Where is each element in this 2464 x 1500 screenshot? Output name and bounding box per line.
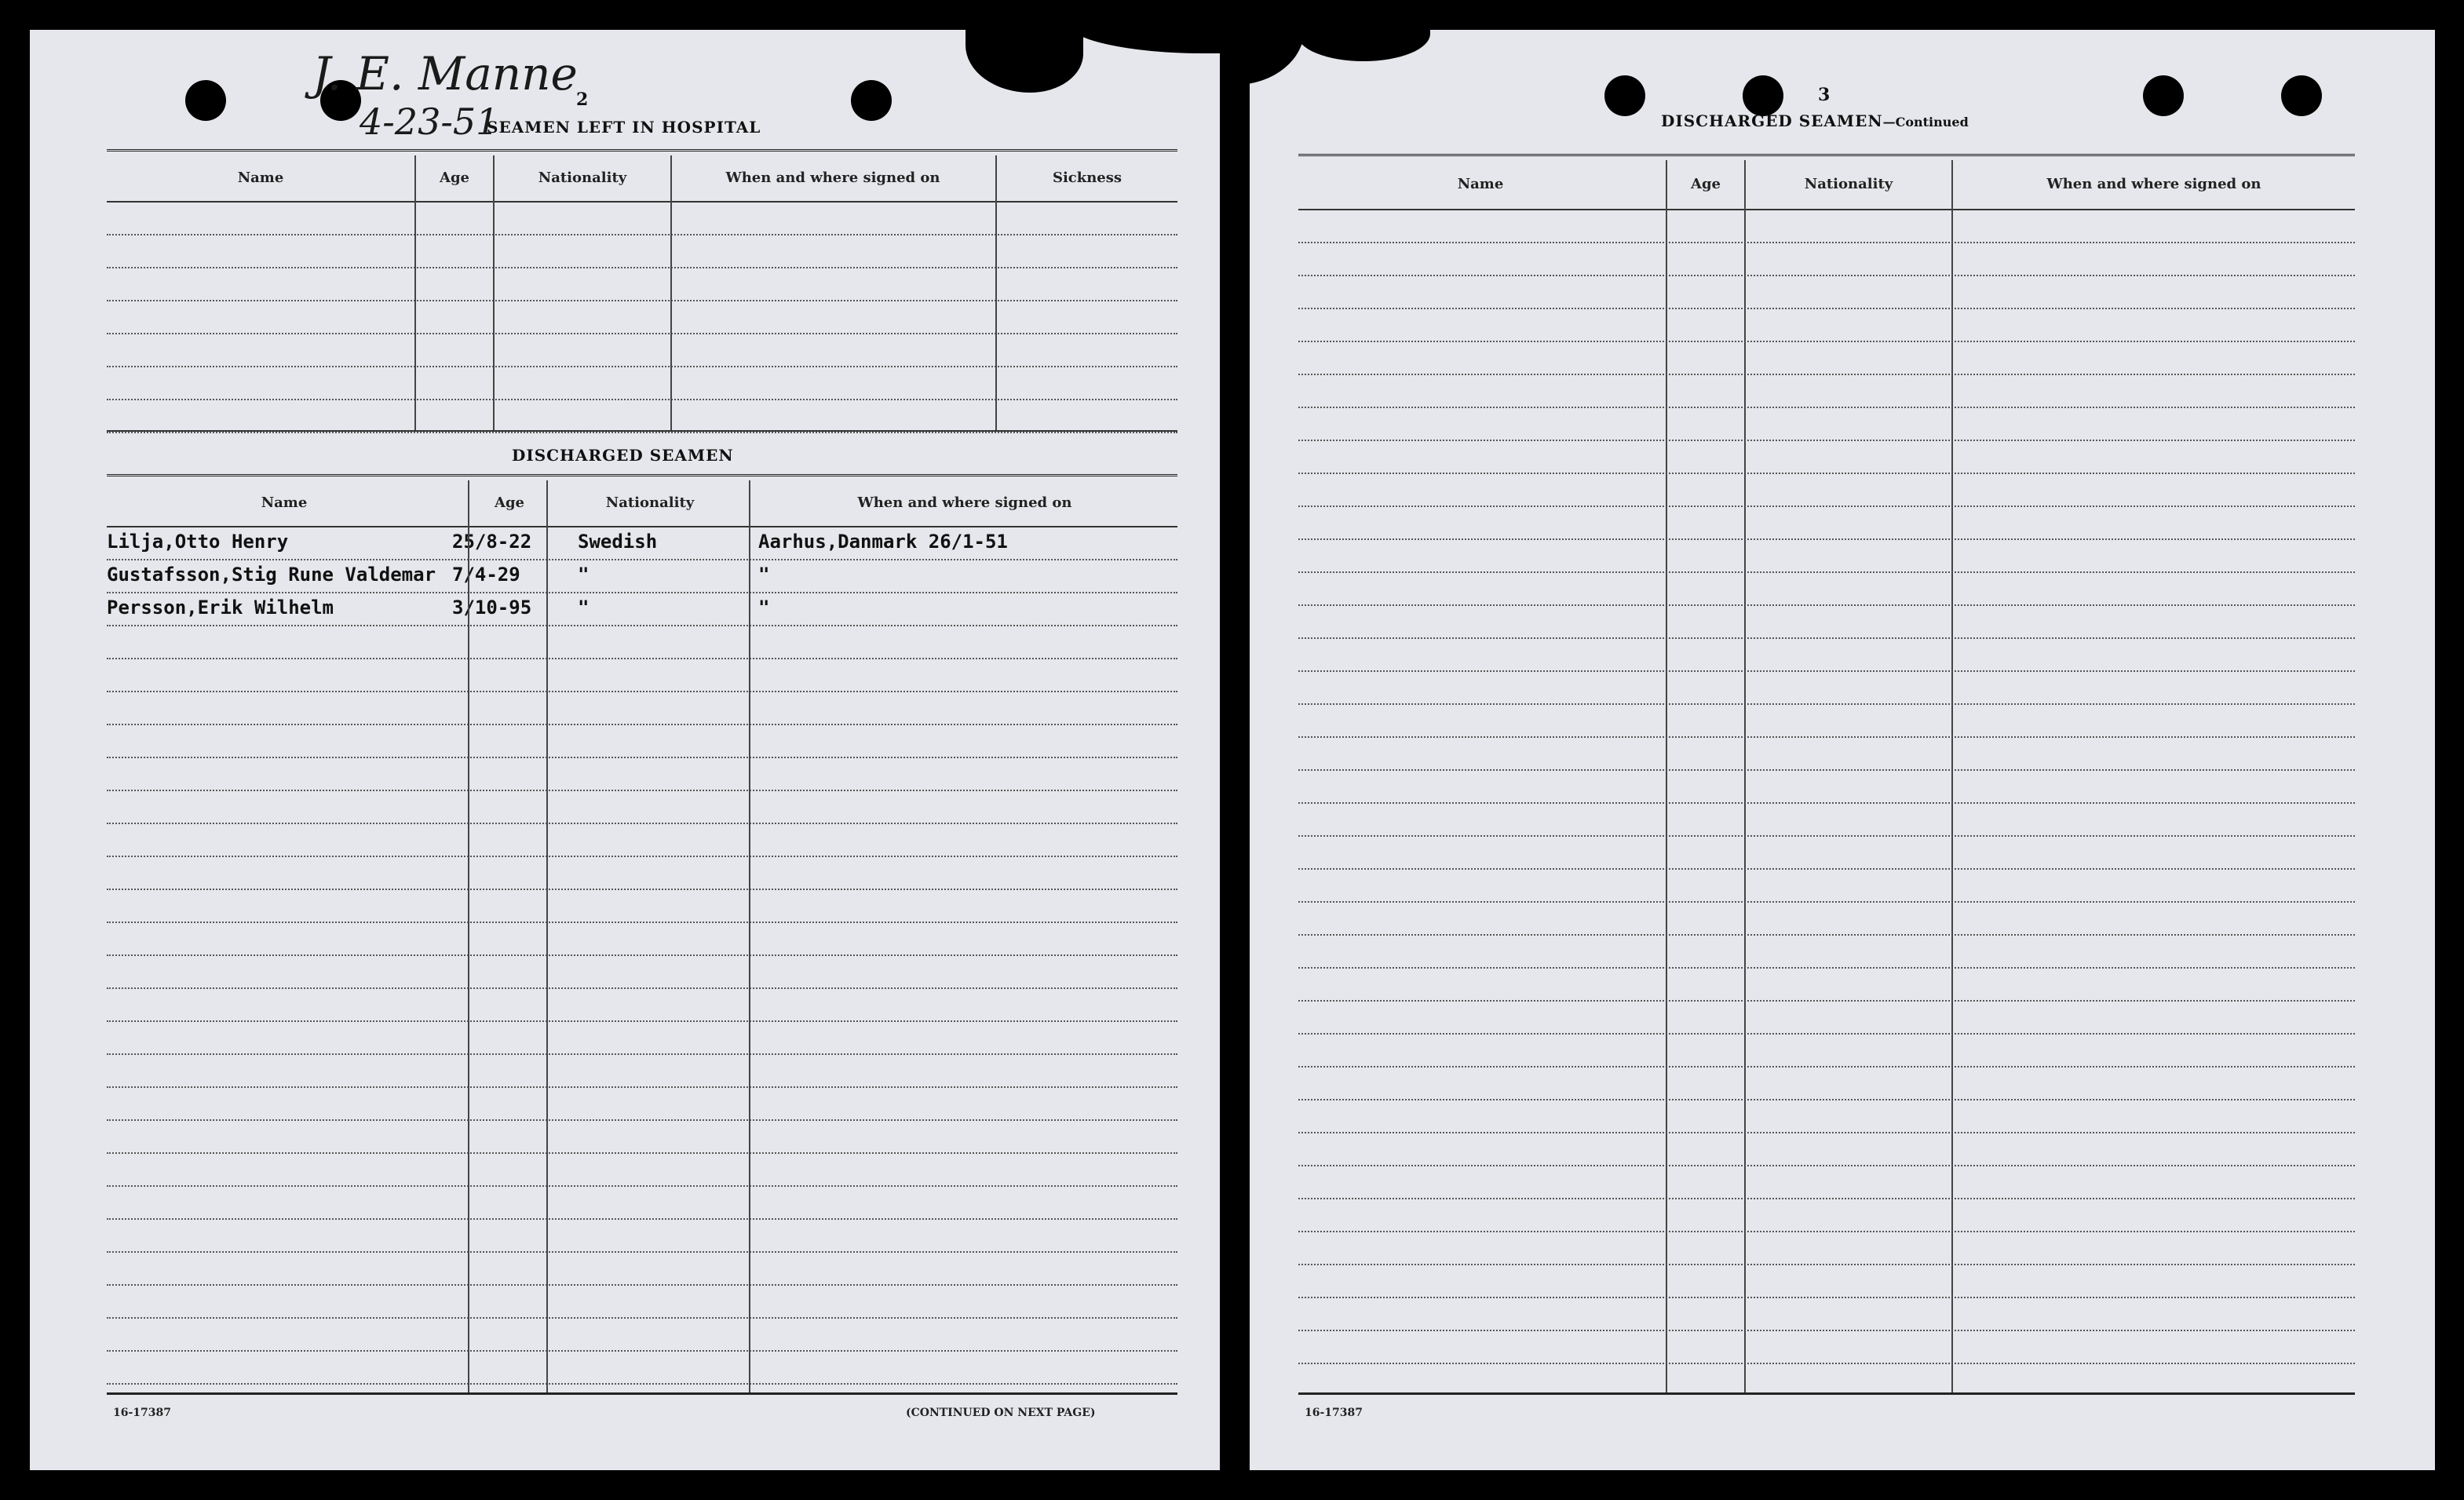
handwritten-signature: J. E. Manne xyxy=(312,47,578,100)
punch-hole xyxy=(185,80,226,121)
table-row xyxy=(1298,1002,2355,1035)
hospital-col-divider xyxy=(414,155,416,430)
table-row xyxy=(1298,1068,2355,1100)
hospital-table-rows xyxy=(107,203,1177,433)
hospital-col-age: Age xyxy=(439,170,469,186)
punch-hole xyxy=(2143,75,2184,116)
cell-nationality: " xyxy=(578,564,590,586)
table-row xyxy=(1298,1232,2355,1265)
cell-signed-on: Aarhus,Danmark 26/1-51 xyxy=(758,531,1008,553)
table-row xyxy=(1298,408,2355,441)
table-row xyxy=(107,527,1177,560)
cell-name: Persson,Erik Wilhelm xyxy=(107,597,334,619)
table-row xyxy=(1298,573,2355,606)
table-row xyxy=(1298,837,2355,870)
table-row xyxy=(107,560,1177,593)
table-row xyxy=(1298,672,2355,705)
hospital-section-title: SEAMEN LEFT IN HOSPITAL xyxy=(487,118,761,137)
right-table-top-rule xyxy=(1298,154,2355,158)
cell-signed-on: " xyxy=(758,564,770,586)
hospital-col-divider xyxy=(493,155,495,430)
table-row xyxy=(1298,606,2355,639)
table-row xyxy=(1298,474,2355,507)
table-row xyxy=(1298,936,2355,969)
table-row xyxy=(1298,1199,2355,1232)
table-row xyxy=(107,890,1177,923)
right-col-nationality: Nationality xyxy=(1804,176,1893,192)
torn-edge xyxy=(966,30,1083,93)
hospital-col-sickness: Sickness xyxy=(1052,170,1122,186)
table-row xyxy=(107,367,1177,400)
table-row xyxy=(107,626,1177,659)
right-table-bottom-rule xyxy=(1298,1392,2355,1395)
cell-age: 7/4-29 xyxy=(452,564,520,586)
table-row xyxy=(1298,276,2355,309)
table-row xyxy=(107,1187,1177,1220)
table-row xyxy=(107,1154,1177,1187)
punch-hole xyxy=(851,80,892,121)
table-row xyxy=(107,725,1177,758)
table-row xyxy=(107,692,1177,725)
table-row xyxy=(107,1253,1177,1286)
table-row xyxy=(107,203,1177,235)
hospital-table-top-rule xyxy=(107,149,1177,153)
punch-hole xyxy=(1743,75,1783,116)
right-col-divider xyxy=(1666,160,1667,1392)
hospital-col-divider xyxy=(670,155,672,430)
torn-edge xyxy=(1066,30,1220,53)
table-row xyxy=(1298,507,2355,540)
form-number: 16-17387 xyxy=(1305,1407,1363,1419)
cell-nationality: Swedish xyxy=(578,531,658,553)
table-row xyxy=(107,1352,1177,1385)
table-row xyxy=(1298,1265,2355,1298)
table-row xyxy=(107,659,1177,692)
cell-name: Lilja,Otto Henry xyxy=(107,531,289,553)
right-col-name: Name xyxy=(1457,176,1504,192)
discharged-continued-title-main: DISCHARGED SEAMEN xyxy=(1661,111,1883,130)
discharged-col-name: Name xyxy=(261,495,308,511)
table-row xyxy=(107,857,1177,890)
table-row xyxy=(107,334,1177,367)
table-row xyxy=(107,758,1177,791)
table-row xyxy=(107,1286,1177,1319)
discharged-continued-title xyxy=(1661,111,1969,130)
table-row xyxy=(1298,804,2355,837)
table-row xyxy=(107,400,1177,433)
handwritten-date: 4-23-51 xyxy=(360,100,499,143)
table-row xyxy=(1298,540,2355,573)
right-page xyxy=(1250,30,2435,1470)
discharged-table-top-rule xyxy=(107,474,1177,478)
table-row xyxy=(1298,870,2355,903)
form-number: 16-17387 xyxy=(113,1407,171,1419)
table-row xyxy=(107,268,1177,301)
table-row xyxy=(107,593,1177,626)
cell-age: 3/10-95 xyxy=(452,597,532,619)
discharged-section-title: DISCHARGED SEAMEN xyxy=(512,446,734,465)
hospital-col-divider xyxy=(995,155,997,430)
right-col-divider xyxy=(1744,160,1746,1392)
right-table-rows xyxy=(1298,210,2355,1364)
table-row xyxy=(1298,1100,2355,1133)
torn-edge xyxy=(1250,30,1305,85)
page-number: 3 xyxy=(1818,85,1831,105)
table-row xyxy=(1298,1133,2355,1166)
table-row xyxy=(1298,1166,2355,1199)
punch-hole xyxy=(1604,75,1645,116)
hospital-col-name: Name xyxy=(237,170,284,186)
table-row xyxy=(107,1319,1177,1352)
torn-edge xyxy=(1297,30,1430,61)
table-row xyxy=(1298,705,2355,738)
discharged-col-divider xyxy=(468,480,469,1392)
page-number: 2 xyxy=(576,89,589,110)
left-page xyxy=(30,30,1220,1470)
table-row xyxy=(1298,969,2355,1002)
table-row xyxy=(1298,771,2355,804)
table-row xyxy=(107,1220,1177,1253)
cell-nationality: " xyxy=(578,597,590,619)
table-row xyxy=(107,989,1177,1022)
table-row xyxy=(107,824,1177,857)
continued-note: (CONTINUED ON NEXT PAGE) xyxy=(906,1407,1096,1419)
table-row xyxy=(1298,243,2355,276)
table-row xyxy=(107,301,1177,334)
cell-name: Gustafsson,Stig Rune Valdemar xyxy=(107,564,436,586)
table-row xyxy=(107,1055,1177,1088)
hospital-table-bottom-rule xyxy=(107,430,1177,432)
discharged-col-nationality: Nationality xyxy=(605,495,695,511)
table-row xyxy=(1298,441,2355,474)
table-row xyxy=(1298,903,2355,936)
discharged-col-signed-on: When and where signed on xyxy=(857,495,1072,511)
hospital-col-nationality: Nationality xyxy=(538,170,627,186)
right-col-divider xyxy=(1951,160,1953,1392)
table-row xyxy=(1298,1298,2355,1331)
punch-hole xyxy=(2281,75,2322,116)
table-row xyxy=(1298,1035,2355,1068)
right-col-signed-on: When and where signed on xyxy=(2046,176,2261,192)
table-row xyxy=(1298,375,2355,408)
discharged-col-divider xyxy=(546,480,548,1392)
cell-signed-on: " xyxy=(758,597,770,619)
table-row xyxy=(107,923,1177,956)
continued-suffix: —Continued xyxy=(1882,115,1969,130)
hospital-col-signed-on: When and where signed on xyxy=(725,170,940,186)
discharged-table-bottom-rule xyxy=(107,1392,1177,1395)
table-row xyxy=(1298,342,2355,375)
right-col-age: Age xyxy=(1690,176,1721,192)
table-row xyxy=(107,956,1177,989)
discharged-col-age: Age xyxy=(494,495,524,511)
discharged-col-divider xyxy=(749,480,750,1392)
table-row xyxy=(107,1088,1177,1121)
table-row xyxy=(107,1022,1177,1055)
table-row xyxy=(1298,1331,2355,1364)
table-row xyxy=(1298,639,2355,672)
table-row xyxy=(107,791,1177,824)
table-row xyxy=(1298,210,2355,243)
cell-age: 25/8-22 xyxy=(452,531,532,553)
table-row xyxy=(1298,309,2355,342)
table-row xyxy=(1298,738,2355,771)
table-row xyxy=(107,235,1177,268)
table-row xyxy=(107,1121,1177,1154)
discharged-table-rows xyxy=(107,527,1177,1385)
